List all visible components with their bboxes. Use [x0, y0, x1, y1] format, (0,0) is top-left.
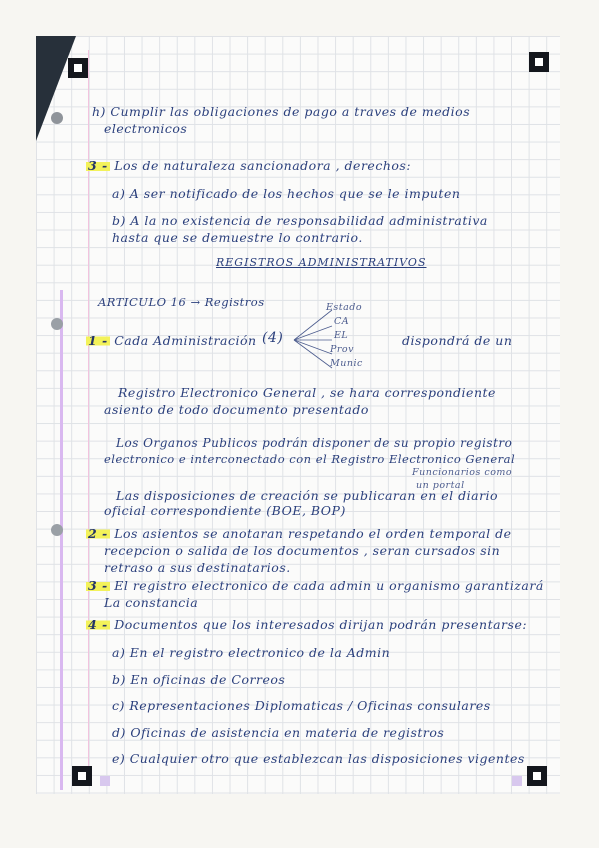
corner-mark-top-left	[68, 58, 88, 78]
margin-marker	[60, 290, 63, 790]
corner-mark-bottom-left	[72, 766, 92, 786]
item-a: a) A ser notificado de los hechos que se le imputen	[112, 186, 461, 201]
para-4-item-a: a) En el registro electronico de la Admin	[112, 645, 391, 660]
para-1-line6: Las disposiciones de creación se publicaran en el diario	[116, 488, 499, 503]
para-4-item-b: b) En oficinas de Correos	[112, 672, 286, 687]
line-h: h) Cumplir las obligaciones de pago a traves de medios	[92, 104, 471, 119]
corner-mark-bottom-right	[527, 766, 547, 786]
section-title: REGISTROS ADMINISTRATIVOS	[216, 256, 427, 269]
branch-label: CA	[334, 316, 350, 327]
para-1-line5: electronico e interconectado con el Registro Electronico General	[104, 452, 516, 466]
item-b-cont: hasta que se demuestre lo contrario.	[112, 230, 363, 245]
para-4-item-e: e) Cualquier otro que establezcan las disposiciones vigentes	[112, 751, 525, 766]
corner-square-right	[512, 776, 522, 786]
branch-label: Prov	[330, 344, 355, 355]
binder-hole	[51, 318, 63, 330]
count-paren: (4)	[262, 330, 284, 346]
binder-hole	[51, 112, 63, 124]
para-1-heading: 1 - Cada Administración	[88, 333, 257, 348]
note-line2: un portal	[416, 480, 465, 491]
branch-label: Estado	[326, 302, 363, 313]
para-4-item-d: d) Oficinas de asistencia en materia de registros	[112, 725, 445, 740]
note-line1: Funcionarios como	[412, 467, 513, 478]
line-h-cont: electronicos	[104, 121, 188, 136]
corner-mark-top-right	[529, 52, 549, 72]
para-2-line3: retraso a sus destinatarios.	[104, 560, 291, 575]
para-3-line2: La constancia	[104, 595, 199, 610]
corner-square-left	[100, 776, 110, 786]
para-1-line2: Registro Electronico General , se hara correspondiente	[118, 385, 496, 400]
branch-label: Munic	[330, 358, 363, 369]
para-2-heading: 2 - Los asientos se anotaran respetando el orden temporal de	[88, 526, 512, 541]
para-2-line2: recepcion o salida de los documentos , seran cursados sin	[104, 543, 501, 558]
article-heading: ARTICULO 16 → Registros	[98, 295, 265, 309]
para-4-heading: 4 - Documentos que los interesados dirijan podrán presentarse:	[88, 617, 528, 632]
para-1-line3: asiento de todo documento presentado	[104, 402, 369, 417]
para-1-line4: Los Organos Publicos podrán disponer de su propio registro	[116, 436, 513, 450]
para-1-line7: oficial correspondiente (BOE, BOP)	[104, 503, 346, 518]
para-3-heading: 3 - El registro electronico de cada admin u organismo garantizará	[88, 578, 544, 593]
item-b: b) A la no existencia de responsabilidad administrativa	[112, 213, 488, 228]
item-3-heading: 3 - Los de naturaleza sancionadora , derechos:	[88, 158, 412, 173]
branch-label: EL	[334, 330, 349, 341]
para-4-item-c: c) Representaciones Diplomaticas / Oficinas consulares	[112, 698, 491, 713]
binder-hole	[51, 524, 63, 536]
para-1-rest: dispondrá de un	[402, 333, 513, 348]
corner-shadow	[36, 36, 76, 141]
